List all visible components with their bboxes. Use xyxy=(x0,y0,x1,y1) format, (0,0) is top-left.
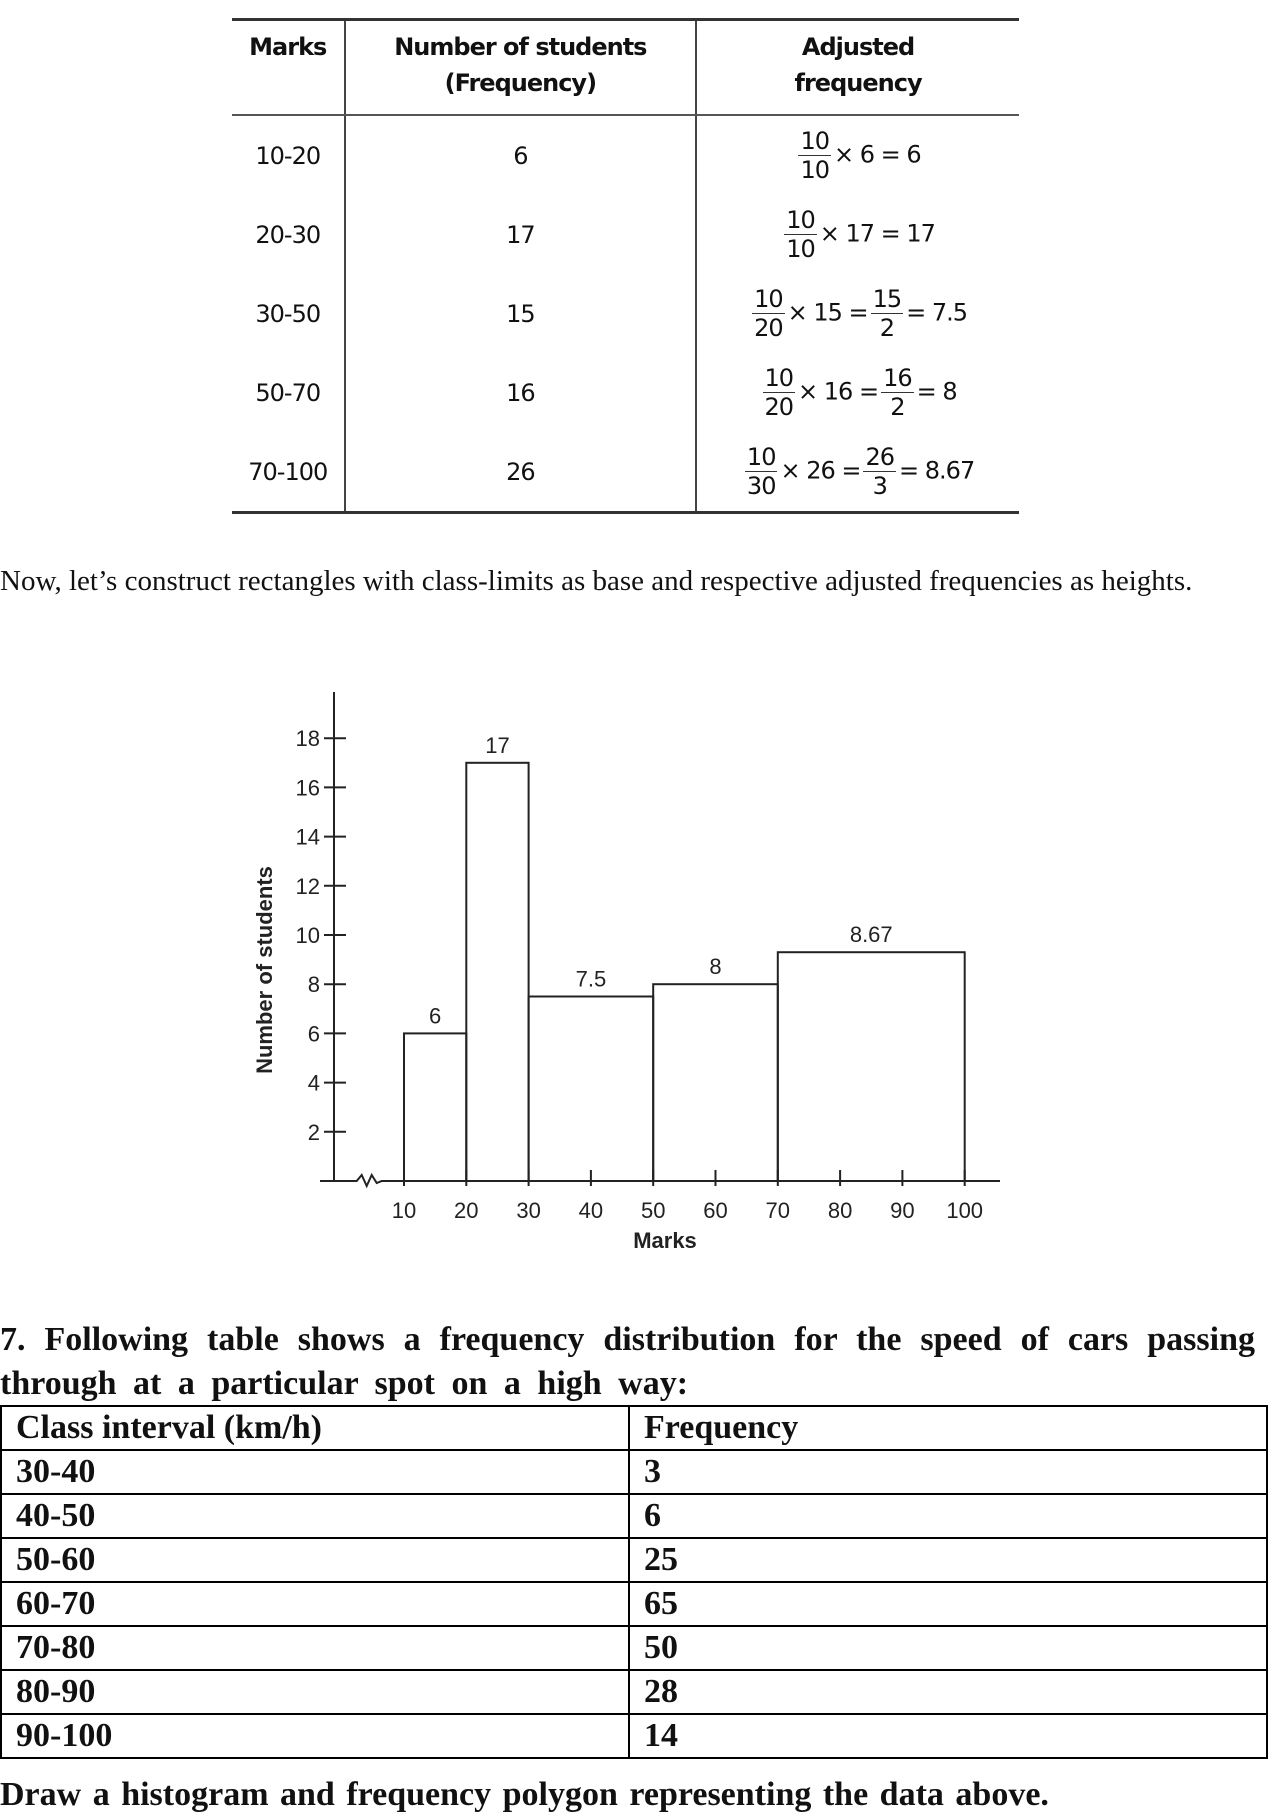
table-row xyxy=(1,1714,1267,1758)
denominator: 10 xyxy=(786,235,815,263)
numerator: 10 xyxy=(800,127,830,155)
fraction xyxy=(871,285,904,342)
denominator: 20 xyxy=(764,393,794,421)
cell-frequency: 25 xyxy=(629,1538,1267,1582)
x-axis-label: Marks xyxy=(633,1228,697,1253)
y-tick-label: 18 xyxy=(295,726,320,752)
histogram-bar xyxy=(529,997,654,1182)
denominator: 20 xyxy=(754,314,783,342)
bar-label: 7.5 xyxy=(575,966,607,992)
y-tick-label: 10 xyxy=(295,923,320,948)
instruction-text: Draw a histogram and frequency polygon representing the data above. xyxy=(0,1776,1049,1813)
x-tick-label: 100 xyxy=(946,1198,984,1223)
header-text: frequency xyxy=(794,69,922,97)
cell-frequency: 14 xyxy=(629,1714,1267,1758)
expression-text: = 8.67 xyxy=(899,456,975,485)
cell-frequency: 15 xyxy=(345,274,697,353)
expression-text: × 6 = 6 xyxy=(834,140,921,169)
bar-label: 17 xyxy=(485,732,510,758)
histogram-chart xyxy=(0,670,1270,1270)
cell-frequency: 28 xyxy=(629,1670,1267,1714)
denominator: 10 xyxy=(800,156,830,184)
fraction xyxy=(798,127,831,184)
cell-frequency: 26 xyxy=(345,432,697,513)
expression-text: × 17 = 17 xyxy=(819,219,935,248)
table-row xyxy=(1,1626,1267,1670)
numerator: 16 xyxy=(883,364,912,392)
cell-class-interval: 70-80 xyxy=(1,1626,629,1670)
fraction xyxy=(881,364,914,421)
table-row xyxy=(232,115,1019,195)
speed-frequency-table xyxy=(0,1405,1268,1759)
cell-frequency: 50 xyxy=(629,1626,1267,1670)
cell-class-interval: 50-60 xyxy=(1,1538,629,1582)
fraction xyxy=(763,364,796,421)
cell-frequency: 6 xyxy=(629,1494,1267,1538)
header-frequency: Frequency xyxy=(629,1406,1267,1450)
table-header-row xyxy=(1,1406,1267,1450)
cell-class-interval: 60-70 xyxy=(1,1582,629,1626)
y-tick-label: 6 xyxy=(307,1021,320,1047)
x-tick-label: 10 xyxy=(391,1198,417,1223)
fraction xyxy=(745,443,778,500)
cell-frequency: 65 xyxy=(629,1582,1267,1626)
cell-marks: 10-20 xyxy=(232,115,345,195)
numerator: 10 xyxy=(754,285,783,313)
fraction xyxy=(863,443,896,500)
denominator: 2 xyxy=(879,314,895,342)
header-2 xyxy=(696,20,1019,116)
explanation-paragraph: Now, let’s construct rectangles with class-limits as base and respective adjusted frequencies as heights. xyxy=(0,565,1193,597)
y-axis-label: Number of students xyxy=(252,866,277,1074)
expression-text: × 16 = xyxy=(798,377,879,406)
bar-label: 8.67 xyxy=(849,922,893,948)
header-class-interval: Class interval (km/h) xyxy=(1,1406,629,1450)
cell-frequency: 3 xyxy=(629,1450,1267,1494)
x-tick-label: 80 xyxy=(827,1198,853,1223)
x-tick-label: 20 xyxy=(454,1198,479,1223)
histogram-bar xyxy=(404,1033,466,1181)
bar-label: 6 xyxy=(429,1003,442,1029)
cell-marks: 70-100 xyxy=(232,432,345,513)
cell-adjusted xyxy=(696,432,1019,513)
y-tick-label: 2 xyxy=(307,1119,320,1145)
y-tick-label: 14 xyxy=(295,824,320,850)
cell-class-interval: 40-50 xyxy=(1,1494,629,1538)
cell-marks: 30-50 xyxy=(232,274,345,353)
numerator: 10 xyxy=(764,364,794,392)
numerator: 10 xyxy=(786,206,815,234)
cell-adjusted xyxy=(696,274,1019,353)
table-row xyxy=(1,1538,1267,1582)
cell-adjusted xyxy=(696,353,1019,432)
table-row xyxy=(232,195,1019,274)
cell-class-interval: 30-40 xyxy=(1,1450,629,1494)
header-1 xyxy=(345,20,697,116)
x-tick-label: 50 xyxy=(640,1198,666,1223)
table-row xyxy=(232,353,1019,432)
header-text: (Frequency) xyxy=(444,69,597,97)
y-tick-label: 4 xyxy=(307,1070,320,1096)
x-tick-label: 30 xyxy=(516,1198,541,1223)
cell-frequency: 17 xyxy=(345,195,697,274)
table-row xyxy=(232,432,1019,513)
cell-class-interval: 80-90 xyxy=(1,1670,629,1714)
denominator: 30 xyxy=(746,472,776,500)
expression-text: × 15 = xyxy=(787,298,868,327)
denominator: 3 xyxy=(872,472,887,500)
cell-marks: 50-70 xyxy=(232,353,345,432)
header-text: Adjusted xyxy=(801,33,915,61)
table-row xyxy=(1,1450,1267,1494)
histogram-bar xyxy=(466,763,528,1181)
expression-text: × 26 = xyxy=(780,456,861,485)
adjusted-frequency-table xyxy=(232,18,1019,514)
denominator: 2 xyxy=(890,393,905,421)
cell-frequency: 16 xyxy=(345,353,697,432)
y-tick-label: 12 xyxy=(295,873,320,899)
table-row xyxy=(232,274,1019,353)
table-row xyxy=(1,1670,1267,1714)
table-row xyxy=(1,1494,1267,1538)
cell-class-interval: 90-100 xyxy=(1,1714,629,1758)
expression-text: = 8 xyxy=(916,377,957,406)
histogram-bar xyxy=(653,984,778,1181)
table-row xyxy=(1,1582,1267,1626)
header-text: Marks xyxy=(249,33,327,61)
x-tick-label: 60 xyxy=(703,1198,728,1223)
x-tick-label: 70 xyxy=(765,1198,791,1223)
y-tick-label: 8 xyxy=(307,972,320,998)
expression-text: = 7.5 xyxy=(906,298,968,327)
numerator: 10 xyxy=(746,443,776,471)
histogram-bar xyxy=(778,952,965,1181)
question-7: 7. Following table shows a frequency distribution for the speed of cars passing through at a particular spot on a high way: xyxy=(0,1321,1255,1402)
fraction xyxy=(752,285,785,342)
header-text: Number of students xyxy=(394,33,647,61)
numerator: 26 xyxy=(865,443,895,471)
header-0 xyxy=(232,20,345,116)
cell-frequency: 6 xyxy=(345,115,697,195)
cell-adjusted xyxy=(696,115,1019,195)
cell-marks: 20-30 xyxy=(232,195,345,274)
y-tick-label: 16 xyxy=(295,775,320,801)
numerator: 15 xyxy=(872,285,902,313)
x-tick-label: 40 xyxy=(578,1198,604,1223)
x-tick-label: 90 xyxy=(890,1198,915,1223)
bar-label: 8 xyxy=(709,954,722,980)
cell-adjusted xyxy=(696,195,1019,274)
fraction xyxy=(784,206,817,263)
